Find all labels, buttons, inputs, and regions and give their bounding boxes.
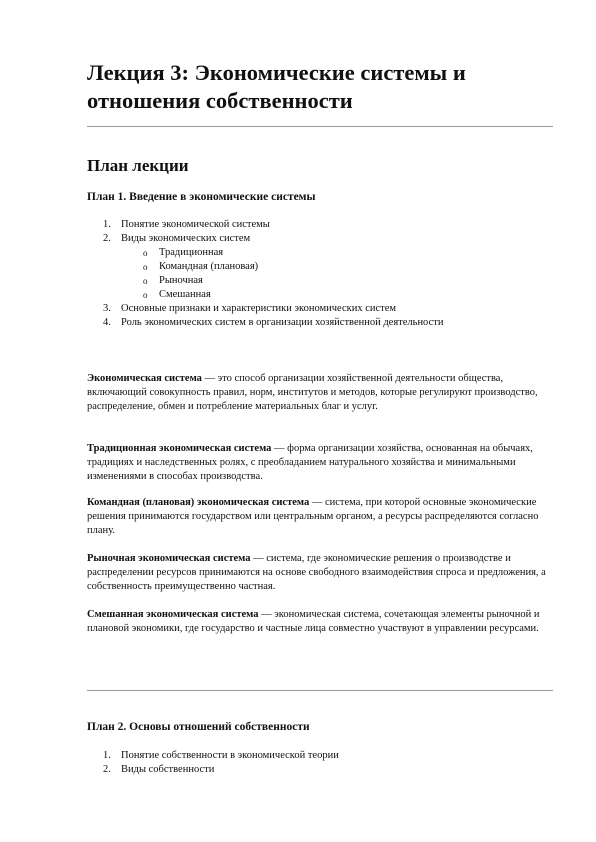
section-2-heading: План 2. Основы отношений собственности bbox=[87, 721, 310, 733]
list-item: 2. Виды экономических систем o Традиционная o Командная (плановая) o Рыночная o Смешанная bbox=[103, 232, 543, 302]
definition-term: Смешанная экономическая система bbox=[87, 609, 259, 620]
list-item: 2. Виды собственности bbox=[103, 764, 215, 775]
section-2-list bbox=[103, 749, 543, 777]
sub-list-item: o Командная (плановая) bbox=[143, 261, 259, 272]
circle-bullet-icon: o bbox=[143, 276, 148, 286]
definition-paragraph: Смешанная экономическая система — экономическая система, сочетающая элементы рыночной и плановой экономики, где государство и частные лица совместно участвуют в управлении ресурсами. bbox=[87, 609, 540, 634]
circle-bullet-icon: o bbox=[143, 248, 148, 258]
divider bbox=[87, 126, 553, 127]
definition-term: Командная (плановая) экономическая система bbox=[87, 497, 310, 508]
circle-bullet-icon: o bbox=[143, 290, 148, 300]
sub-list-item: o Рыночная bbox=[143, 275, 203, 286]
definition-paragraph: Традиционная экономическая система — форма организации хозяйства, основанная на обычаях, традициях и наследственных ролях, с преобладанием натурального хозяйства и минимальными изменениями в способах производства. bbox=[87, 443, 533, 482]
section-1-heading: План 1. Введение в экономические системы bbox=[87, 191, 316, 203]
section-1-list bbox=[103, 218, 543, 330]
definition-term: Традиционная экономическая система bbox=[87, 443, 272, 454]
list-item: 1. Понятие экономической системы bbox=[103, 219, 270, 230]
document-title: Лекция 3: Экономические системы и отношения собственности bbox=[87, 60, 466, 113]
definition-paragraph: Рыночная экономическая система — система, где экономические решения о производстве и распределении ресурсов принимаются на основе свободного взаимодействия спроса и предложения, а собственность преимущественно частная. bbox=[87, 553, 546, 592]
sub-list bbox=[121, 246, 543, 302]
list-item: 3. Основные признаки и характеристики экономических систем bbox=[103, 303, 397, 314]
circle-bullet-icon: o bbox=[143, 262, 148, 272]
definition-term: Экономическая система bbox=[87, 373, 202, 384]
sub-list-item: o Смешанная bbox=[143, 289, 211, 300]
list-item: 1. Понятие собственности в экономической теории bbox=[103, 750, 339, 761]
definition-term: Рыночная экономическая система bbox=[87, 553, 251, 564]
divider bbox=[87, 690, 553, 691]
plan-heading: План лекции bbox=[87, 156, 189, 175]
definition-paragraph: Командная (плановая) экономическая система — система, при которой основные экономические решения принимаются государством или центральным органом, а ресурсы распределяются согласно плану. bbox=[87, 497, 539, 536]
sub-list-item: o Традиционная bbox=[143, 247, 224, 258]
definition-paragraph: Экономическая система — это способ организации хозяйственной деятельности общества, включающий совокупность правил, норм, институтов и методов, которые регулируют производство, распределение, обмен и потребление материальных благ и услуг. bbox=[87, 373, 538, 412]
list-item: 4. Роль экономических систем в организации хозяйственной деятельности bbox=[103, 317, 444, 328]
